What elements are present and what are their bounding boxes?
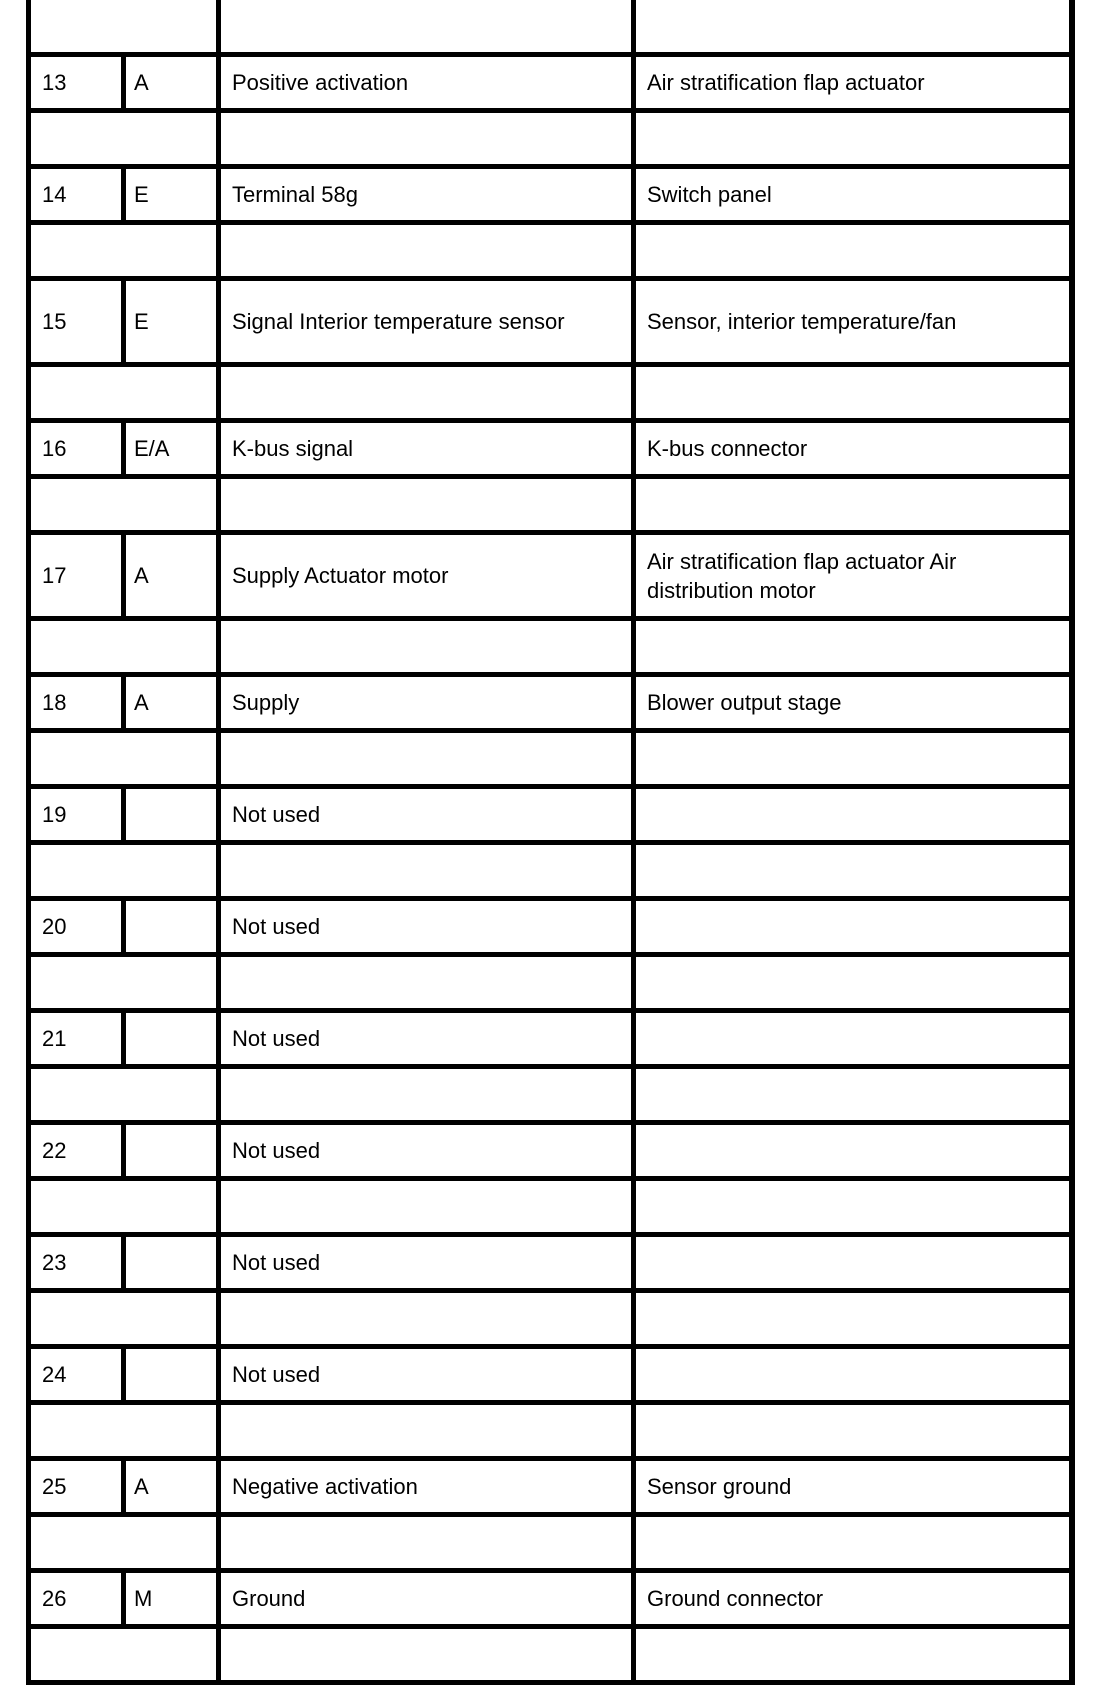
table-row	[31, 1120, 1069, 1176]
pin-number: 18	[42, 690, 67, 715]
spacer-cell-merged	[31, 1293, 216, 1344]
spacer-cell-merged	[31, 621, 216, 672]
spacer-row	[31, 1064, 1069, 1120]
spacer-cell	[221, 621, 631, 672]
signal-description: Supply	[232, 690, 300, 715]
spacer-cell	[221, 1629, 631, 1680]
spacer-cell	[636, 0, 1069, 52]
pin-type	[126, 901, 216, 952]
pin-type	[126, 1237, 216, 1288]
spacer-row	[31, 1624, 1069, 1680]
connected-component	[636, 1013, 1069, 1064]
spacer-cell	[636, 367, 1069, 418]
spacer-cell	[636, 1069, 1069, 1120]
signal-description: Not used	[232, 1138, 321, 1163]
connected-component	[636, 789, 1069, 840]
signal-description: Supply Actuator motor	[232, 563, 449, 588]
pin-type: M	[134, 1586, 153, 1611]
spacer-row	[31, 220, 1069, 276]
spacer-cell-merged	[31, 113, 216, 164]
spacer-cell	[636, 1629, 1069, 1680]
spacer-cell	[636, 1517, 1069, 1568]
pin-number: 13	[42, 70, 67, 95]
signal-description: Not used	[232, 1362, 321, 1387]
pin-type: E/A	[134, 436, 170, 461]
table-row	[31, 418, 1069, 474]
spacer-cell-merged	[31, 1181, 216, 1232]
spacer-cell	[636, 1405, 1069, 1456]
connected-component	[636, 1237, 1069, 1288]
spacer-cell	[636, 845, 1069, 896]
signal-description: Negative activation	[232, 1474, 418, 1499]
spacer-cell	[636, 113, 1069, 164]
pin-type	[126, 1125, 216, 1176]
spacer-cell	[636, 621, 1069, 672]
spacer-cell	[636, 733, 1069, 784]
pin-type: A	[134, 563, 149, 588]
spacer-row	[31, 1400, 1069, 1456]
pin-type	[126, 789, 216, 840]
signal-description: Not used	[232, 802, 321, 827]
spacer-row	[31, 108, 1069, 164]
table-row	[31, 896, 1069, 952]
spacer-cell	[636, 1181, 1069, 1232]
signal-description: Ground	[232, 1586, 306, 1611]
spacer-row	[31, 1288, 1069, 1344]
spacer-cell	[221, 733, 631, 784]
spacer-cell	[221, 1293, 631, 1344]
pin-type	[126, 1013, 216, 1064]
pin-number: 19	[42, 802, 67, 827]
connected-component: Blower output stage	[647, 690, 842, 715]
spacer-cell	[221, 367, 631, 418]
spacer-cell-merged	[31, 733, 216, 784]
spacer-row	[31, 616, 1069, 672]
signal-description: Not used	[232, 1250, 321, 1275]
spacer-row	[31, 1512, 1069, 1568]
spacer-cell-merged	[31, 957, 216, 1008]
connected-component	[636, 1349, 1069, 1400]
spacer-row	[31, 840, 1069, 896]
spacer-cell-merged	[31, 1069, 216, 1120]
connected-component: Sensor ground	[647, 1474, 792, 1499]
pin-type	[126, 1349, 216, 1400]
connected-component: K-bus connector	[647, 436, 808, 461]
spacer-cell	[221, 1517, 631, 1568]
spacer-cell	[221, 1405, 631, 1456]
signal-description: Not used	[232, 1026, 321, 1051]
spacer-cell-merged	[31, 1405, 216, 1456]
spacer-row	[31, 0, 1069, 52]
pin-type: E	[134, 309, 149, 334]
spacer-cell-merged	[31, 0, 216, 52]
signal-description: Not used	[232, 914, 321, 939]
signal-description: Terminal 58g	[232, 182, 358, 207]
pin-number: 16	[42, 436, 67, 461]
spacer-cell	[636, 225, 1069, 276]
connected-component: Sensor, interior temperature/fan	[647, 309, 957, 334]
signal-description: Signal Interior temperature sensor	[232, 309, 565, 334]
spacer-cell	[221, 113, 631, 164]
pin-number: 26	[42, 1586, 67, 1611]
table-row	[31, 672, 1069, 728]
table-row	[31, 1344, 1069, 1400]
connected-component: Air stratification flap actuator Air distribution motor	[647, 548, 957, 603]
spacer-row	[31, 952, 1069, 1008]
spacer-cell	[221, 225, 631, 276]
pin-type: A	[134, 690, 149, 715]
pin-number: 14	[42, 182, 67, 207]
connected-component: Switch panel	[647, 182, 772, 207]
pin-number: 17	[42, 563, 67, 588]
table-row	[31, 1568, 1069, 1624]
spacer-cell	[636, 957, 1069, 1008]
spacer-cell	[636, 1293, 1069, 1344]
pin-number: 22	[42, 1138, 67, 1163]
spacer-row	[31, 474, 1069, 530]
spacer-cell-merged	[31, 845, 216, 896]
spacer-cell-merged	[31, 367, 216, 418]
table-row	[31, 164, 1069, 220]
spacer-cell	[636, 479, 1069, 530]
pin-type: A	[134, 70, 149, 95]
spacer-cell-merged	[31, 1629, 216, 1680]
spacer-cell-merged	[31, 225, 216, 276]
spacer-cell	[221, 845, 631, 896]
spacer-cell	[221, 479, 631, 530]
pin-number: 15	[42, 309, 67, 334]
table-row	[31, 530, 1069, 616]
table-row	[31, 1008, 1069, 1064]
pin-number: 25	[42, 1474, 67, 1499]
table-row	[31, 276, 1069, 362]
table-row	[31, 1232, 1069, 1288]
pin-number: 24	[42, 1362, 67, 1387]
spacer-cell	[221, 957, 631, 1008]
connected-component: Air stratification flap actuator	[647, 70, 925, 95]
pin-number: 23	[42, 1250, 67, 1275]
spacer-cell-merged	[31, 1517, 216, 1568]
spacer-cell	[221, 1069, 631, 1120]
table-row	[31, 1456, 1069, 1512]
pin-type: A	[134, 1474, 149, 1499]
spacer-cell-merged	[31, 479, 216, 530]
spacer-cell	[221, 1181, 631, 1232]
spacer-row	[31, 1176, 1069, 1232]
spacer-row	[31, 362, 1069, 418]
pin-type: E	[134, 182, 149, 207]
table-row	[31, 52, 1069, 108]
spacer-cell	[221, 0, 631, 52]
pin-number: 20	[42, 914, 67, 939]
connected-component	[636, 901, 1069, 952]
connected-component	[636, 1125, 1069, 1176]
table-row	[31, 784, 1069, 840]
signal-description: Positive activation	[232, 70, 409, 95]
signal-description: K-bus signal	[232, 436, 354, 461]
spacer-row	[31, 728, 1069, 784]
pin-number: 21	[42, 1026, 67, 1051]
pin-assignment-table	[26, 0, 1075, 1685]
connected-component: Ground connector	[647, 1586, 824, 1611]
